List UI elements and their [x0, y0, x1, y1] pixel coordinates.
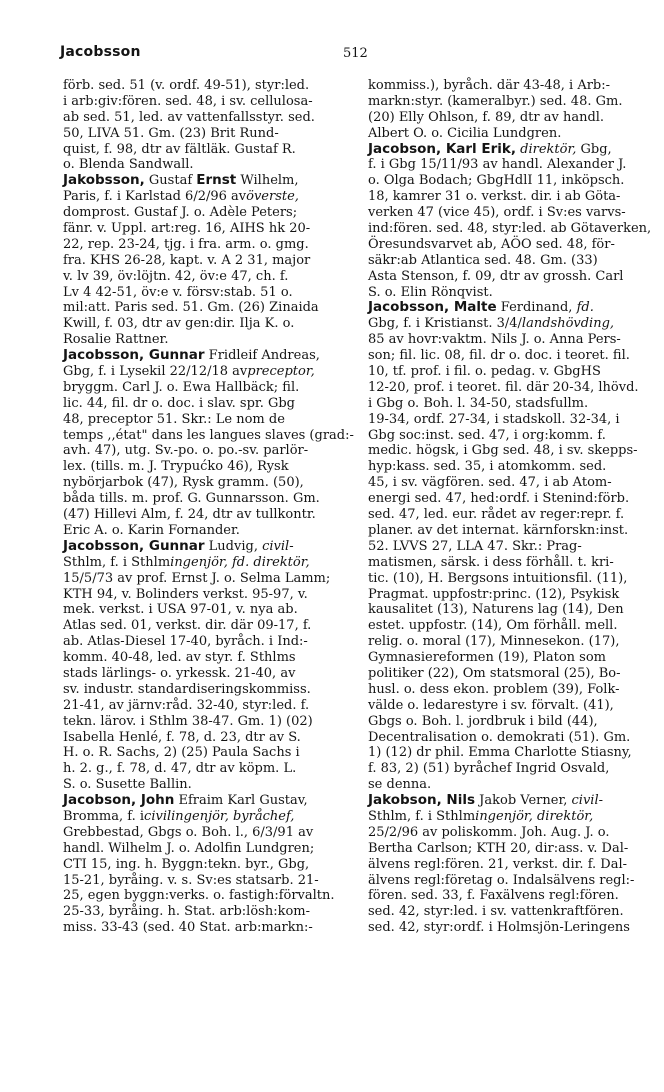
entry-text: Gymnasiereformen (19), Platon som [368, 650, 606, 666]
headword: Jacobsson, Gunnar [63, 347, 205, 364]
title-italic: direktör, [520, 141, 577, 157]
entry-text: husl. o. dess ekon. problem (39), Folk- [368, 681, 620, 697]
entry-text: 15-21, byråing. v. s. Sv:es statsarb. 21- [63, 872, 319, 888]
entry-text: v. lv 39, öv:löjtn. 42, öv:e 47, ch. f. [63, 268, 289, 284]
text-line [63, 698, 353, 714]
title-italic: civil- [262, 538, 294, 554]
text-line [368, 539, 658, 555]
entry-text: Isabella Henlé, f. 78, d. 23, dtr av S. [63, 729, 301, 745]
text-line [368, 904, 658, 920]
entry-text: politiker (22), Om statsmoral (25), Bo- [368, 665, 621, 681]
entry-text: ab. Atlas-Diesel 17-40, byråch. i Ind:- [63, 634, 308, 650]
entry-text: Ferdinand, [496, 300, 577, 316]
entry-text: kommiss.), byråch. där 43-48, i Arb:- [368, 78, 611, 93]
text-line [368, 157, 658, 173]
text-line [368, 364, 658, 380]
text-line [368, 777, 658, 793]
text-line [63, 714, 353, 730]
entry-text: Fridleif Andreas, [204, 348, 320, 364]
entry-text: Sthlm, f. i Sthlm [368, 808, 476, 824]
text-line [368, 475, 658, 491]
text-line [368, 78, 658, 94]
entry-text: Asta Stenson, f. 09, dtr av grossh. Carl [368, 268, 624, 284]
entry-text: f. i Gbg 15/11/93 av handl. Alexander J. [368, 157, 627, 173]
text-line [63, 221, 353, 237]
title-italic: ingenjör, direktör, [475, 808, 594, 824]
text-line [368, 618, 658, 634]
text-line [63, 428, 353, 444]
text-line [63, 507, 353, 523]
entry-headword-line [63, 173, 353, 189]
text-line [368, 602, 658, 618]
text-line [368, 730, 658, 746]
entry-text: sed. 42, styr:ordf. i Holmsjön-Leringens [368, 920, 630, 936]
entry-text: hyp:kass. sed. 35, i atomkomm. sed. [368, 459, 607, 475]
entry-text: 25/2/96 av poliskomm. Joh. Aug. J. o. [368, 824, 610, 840]
text-line [63, 920, 353, 936]
text-line [368, 809, 658, 825]
entry-text: o. Blenda Sandwall. [63, 157, 194, 173]
title-italic: landshövding, [521, 316, 615, 332]
text-line [368, 396, 658, 412]
text-line [63, 110, 353, 126]
title-italic: preceptor, [247, 364, 315, 380]
entry-text: 50, LIVA 51. Gm. (23) Brit Rund- [63, 125, 279, 141]
entry-text: Ludvig, [204, 538, 263, 554]
entry-text: Efraim Karl Gustav, [174, 793, 308, 809]
entry-text: o. Olga Bodach; GbgHdlI 11, inköpsch. [368, 173, 625, 189]
text-line [368, 920, 658, 936]
text-line [63, 253, 353, 269]
title-italic: civilingenjör, byråchef, [144, 808, 295, 824]
text-line [63, 841, 353, 857]
entry-text: lic. 44, fil. dr o. doc. i slav. spr. Gbg [63, 395, 295, 411]
text-line [63, 809, 353, 825]
entry-text: förb. sed. 51 (v. ordf. 49-51), styr:led. [63, 78, 310, 93]
text-line [63, 364, 353, 380]
text-line [63, 443, 353, 459]
entry-text: bryggm. Carl J. o. Ewa Hallbäck; fil. [63, 379, 300, 395]
entry-text: S. o. Elin Rönqvist. [368, 284, 493, 300]
text-line [368, 237, 658, 253]
text-line [63, 523, 353, 539]
entry-text: fänr. v. Uppl. art:reg. 16, AIHS hk 20- [63, 221, 311, 237]
entry-text: 48, preceptor 51. Skr.: Le nom de [63, 411, 285, 427]
entry-text: säkr:ab Atlantica sed. 48. Gm. (33) [368, 252, 598, 268]
entry-text: quist, f. 98, dtr av fältläk. Gustaf R. [63, 141, 296, 157]
text-line [368, 491, 658, 507]
entry-text: i arb:giv:fören. sed. 48, i sv. cellulosa- [63, 93, 313, 109]
entry-text: Gbg, [576, 141, 612, 157]
text-line [368, 253, 658, 269]
entry-text: 18, kamrer 31 o. verkst. dir. i ab Göta- [368, 189, 621, 205]
title-italic: ingenjör, fd. direktör, [170, 554, 310, 570]
entry-text: välde o. ledarestyre i sv. förvalt. (41), [368, 697, 614, 713]
entry-text: älvens regl:fören. 21, verkst. dir. f. Dal- [368, 856, 628, 872]
text-line [368, 634, 658, 650]
page-number: 512 [343, 46, 368, 61]
entry-text: 12-20, prof. i teoret. fil. där 20-34, lhövd. [368, 379, 639, 395]
text-line [63, 142, 353, 158]
entry-text: Sthlm, f. i Sthlm [63, 554, 171, 570]
text-line [368, 380, 658, 396]
text-line [368, 507, 658, 523]
headword: Jakobsson, [63, 172, 145, 189]
entry-text: 25-33, byråing. h. Stat. arb:lösh:kom- [63, 904, 310, 920]
entry-text: miss. 33-43 (sed. 40 Stat. arb:markn:- [63, 920, 313, 936]
text-line [63, 555, 353, 571]
entry-headword-line [368, 142, 658, 158]
entry-text: 10, tf. prof. i fil. o. pedag. v. GbgHS [368, 364, 601, 380]
entry-text: S. o. Susette Ballin. [63, 777, 192, 793]
text-line [63, 873, 353, 889]
entry-text: Kwill, f. 03, dtr av gen:dir. Ilja K. o. [63, 316, 295, 332]
text-line [63, 634, 353, 650]
entry-text: Gbg, f. i Lysekil 22/12/18 av [63, 364, 248, 380]
entry-text: 1) (12) dr phil. Emma Charlotte Stiasny, [368, 745, 632, 761]
text-line [63, 300, 353, 316]
text-line [368, 285, 658, 301]
entry-text: båda tills. m. prof. G. Gunnarsson. Gm. [63, 491, 320, 507]
entry-text: fören. sed. 33, f. Faxälvens regl:fören. [368, 888, 619, 904]
entry-text: 15/5/73 av prof. Ernst J. o. Selma Lamm; [63, 570, 331, 586]
text-line [368, 221, 658, 237]
text-line [63, 126, 353, 142]
entry-text: 85 av hovr:vaktm. Nils J. o. Anna Pers- [368, 332, 621, 348]
running-head: Jacobsson [60, 44, 141, 60]
text-line [368, 523, 658, 539]
text-line [368, 714, 658, 730]
entry-text: ab sed. 51, led. av vattenfallsstyr. sed. [63, 109, 315, 125]
headword: Ernst [196, 172, 237, 189]
entry-text: stads lärlings- o. yrkessk. 21-40, av [63, 665, 296, 681]
text-line [63, 189, 353, 205]
entry-headword-line [63, 793, 353, 809]
text-line [368, 412, 658, 428]
text-line [63, 745, 353, 761]
text-line [63, 666, 353, 682]
text-line [368, 189, 658, 205]
entry-text: sed. 47, led. eur. rådet av reger:repr. f. [368, 507, 625, 523]
entry-text: 25, egen byggn:verks. o. fastigh:förvaltn. [63, 888, 335, 904]
entry-text: Paris, f. i Karlstad 6/2/96 av [63, 189, 247, 205]
entry-headword-line [368, 793, 658, 809]
entry-text: 19-34, ordf. 27-34, i stadskoll. 32-34, i [368, 411, 620, 427]
text-line [63, 888, 353, 904]
text-line [63, 316, 353, 332]
headword: Jacobsson, Gunnar [63, 537, 205, 554]
text-line [368, 428, 658, 444]
text-line [63, 285, 353, 301]
entry-text: kausalitet (13), Naturens lag (14), Den [368, 602, 624, 618]
entry-text: handl. Wilhelm J. o. Adolfin Lundgren; [63, 840, 315, 856]
text-line [63, 269, 353, 285]
entry-text: son; fil. lic. 08, fil. dr o. doc. i teoret. fil. [368, 348, 630, 364]
entry-text: älvens regl:företag o. Indalsälvens regl:- [368, 872, 635, 888]
headword: Jacobsson, Malte [368, 299, 497, 316]
text-line [368, 173, 658, 189]
text-line [368, 682, 658, 698]
right-column [368, 78, 658, 936]
text-line [63, 380, 353, 396]
entry-text: se denna. [368, 777, 432, 793]
entry-text: relig. o. moral (17), Minnesekon. (17), [368, 634, 620, 650]
entry-text: lex. (tills. m. J. Trypućko 46), Rysk [63, 459, 289, 475]
entry-text: 22, rep. 23-24, tjg. i fra. arm. o. gmg. [63, 236, 309, 252]
text-line [63, 332, 353, 348]
text-line [368, 126, 658, 142]
entry-text: mek. verkst. i USA 97-01, v. nya ab. [63, 602, 298, 618]
entry-text: tekn. lärov. i Sthlm 38-47. Gm. 1) (02) [63, 713, 313, 729]
entry-text: CTI 15, ing. h. Byggn:tekn. byr., Gbg, [63, 856, 310, 872]
text-line [368, 698, 658, 714]
entry-text: Jakob Verner, [475, 793, 572, 809]
entry-text: ind:fören. sed. 48, styr:led. ab Götaverken, [368, 221, 652, 237]
text-line [63, 412, 353, 428]
text-line [63, 777, 353, 793]
text-line [63, 904, 353, 920]
text-line [368, 316, 658, 332]
entry-text: i Gbg o. Boh. l. 34-50, stadsfullm. [368, 395, 589, 411]
entry-text: fra. KHS 26-28, kapt. v. A 2 31, major [63, 252, 311, 268]
text-line [368, 443, 658, 459]
text-line [63, 602, 353, 618]
entry-text: 21-41, av järnv:råd. 32-40, styr:led. f. [63, 697, 310, 713]
text-line [63, 761, 353, 777]
entry-text: Pragmat. uppfostr:princ. (12), Psykisk [368, 586, 620, 602]
text-line [63, 825, 353, 841]
entry-text: Gbg, f. i Kristianst. 3/4/ [368, 316, 522, 332]
text-line [368, 857, 658, 873]
entry-text: sed. 42, styr:led. i sv. vattenkraftfören. [368, 904, 624, 920]
entry-text: (20) Elly Ohlson, f. 89, dtr av handl. [368, 109, 605, 125]
text-line [368, 873, 658, 889]
entry-headword-line [63, 348, 353, 364]
text-line [368, 269, 658, 285]
text-line [368, 110, 658, 126]
entry-text: Wilhelm, [236, 173, 299, 189]
text-line [63, 857, 353, 873]
entry-text: (47) Hillevi Alm, f. 24, dtr av tullkontr. [63, 507, 316, 523]
entry-text: Rosalie Rattner. [63, 332, 169, 348]
text-line [63, 491, 353, 507]
entry-text: 45, i sv. vägfören. sed. 47, i ab Atom- [368, 475, 612, 491]
text-line [63, 205, 353, 221]
entry-text: avh. 47), utg. Sv.-po. o. po.-sv. parlör- [63, 443, 309, 459]
text-line [368, 825, 658, 841]
entry-text: Gbgs o. Boh. l. jordbruk i bild (44), [368, 713, 598, 729]
text-line [368, 841, 658, 857]
entry-text: matismen, särsk. i dess förhåll. t. kri- [368, 554, 614, 570]
entry-text: Lv 4 42-51, öv:e v. försv:stab. 51 o. [63, 284, 293, 300]
text-line [368, 587, 658, 603]
text-line [63, 571, 353, 587]
entry-text: komm. 40-48, led. av styr. f. Sthlms [63, 650, 296, 666]
entry-text: KTH 94, v. Bolinders verkst. 95-97, v. [63, 586, 308, 602]
title-italic: överste, [246, 189, 299, 205]
entry-text: Öresundsvarvet ab, AÖO sed. 48, för- [368, 236, 615, 252]
text-line [368, 571, 658, 587]
entry-headword-line [368, 300, 658, 316]
text-line [63, 618, 353, 634]
entry-text: Bromma, f. i [63, 808, 145, 824]
headword: Jacobson, John [63, 792, 175, 809]
text-line [63, 157, 353, 173]
entry-text: mil:att. Paris sed. 51. Gm. (26) Zinaida [63, 300, 319, 316]
headword: Jakobson, Nils [368, 792, 476, 809]
entry-text: tic. (10), H. Bergsons intuitionsfil. (11), [368, 570, 628, 586]
entry-text: planer. av det internat. kärnforskn:inst. [368, 522, 629, 538]
text-line [63, 587, 353, 603]
entry-text: Albert O. o. Cicilia Lundgren. [368, 125, 562, 141]
entry-text: verken 47 (vice 45), ordf. i Sv:es varvs- [368, 205, 626, 221]
entry-headword-line [63, 539, 353, 555]
text-line [368, 745, 658, 761]
entry-text: Gbg soc:inst. sed. 47, i org:komm. f. [368, 427, 606, 443]
entry-text: Gustaf [144, 173, 197, 189]
text-line [368, 459, 658, 475]
entry-text: nybörjarbok (47), Rysk gramm. (50), [63, 475, 304, 491]
title-italic: civil- [571, 793, 604, 809]
entry-text: sv. industr. standardiseringskommiss. [63, 681, 311, 697]
text-line [368, 666, 658, 682]
entry-text: h. 2. g., f. 78, d. 47, dtr av köpm. L. [63, 761, 297, 777]
text-line [63, 237, 353, 253]
entry-text: markn:styr. (kameralbyr.) sed. 48. Gm. [368, 93, 623, 109]
text-line [63, 475, 353, 491]
entry-text: Grebbestad, Gbgs o. Boh. l., 6/3/91 av [63, 824, 314, 840]
text-line [63, 650, 353, 666]
entry-text: Atlas sed. 01, verkst. dir. där 09-17, f. [63, 618, 312, 634]
entry-text: estet. uppfostr. (14), Om förhåll. mell. [368, 618, 618, 634]
text-line [368, 205, 658, 221]
headword: Jacobson, Karl Erik, [368, 140, 516, 157]
entry-text: 52. LVVS 27, LLA 47. Skr.: Prag- [368, 538, 582, 554]
left-column [63, 78, 353, 936]
text-line [368, 332, 658, 348]
title-italic: fd. [576, 300, 594, 316]
text-line [368, 888, 658, 904]
entry-text: Eric A. o. Karin Fornander. [63, 522, 240, 538]
text-line [368, 650, 658, 666]
text-line [63, 682, 353, 698]
entry-text: domprost. Gustaf J. o. Adèle Peters; [63, 205, 298, 221]
text-line [368, 555, 658, 571]
entry-text: temps ,,état" dans les langues slaves (grad:- [63, 427, 354, 443]
text-line [368, 94, 658, 110]
text-line [63, 94, 353, 110]
entry-text: H. o. R. Sachs, 2) (25) Paula Sachs i [63, 745, 300, 761]
text-line [368, 348, 658, 364]
text-line [368, 761, 658, 777]
entry-text: medic. högsk, i Gbg sed. 48, i sv. skepps- [368, 443, 638, 459]
entry-text: energi sed. 47, hed:ordf. i Stenind:förb. [368, 491, 630, 507]
text-line [63, 459, 353, 475]
text-line [63, 396, 353, 412]
text-line [63, 730, 353, 746]
entry-text: Bertha Carlson; KTH 20, dir:ass. v. Dal- [368, 840, 629, 856]
entry-text: f. 83, 2) (51) byråchef Ingrid Osvald, [368, 761, 610, 777]
text-line [63, 78, 353, 94]
entry-text: Decentralisation o. demokrati (51). Gm. [368, 729, 631, 745]
